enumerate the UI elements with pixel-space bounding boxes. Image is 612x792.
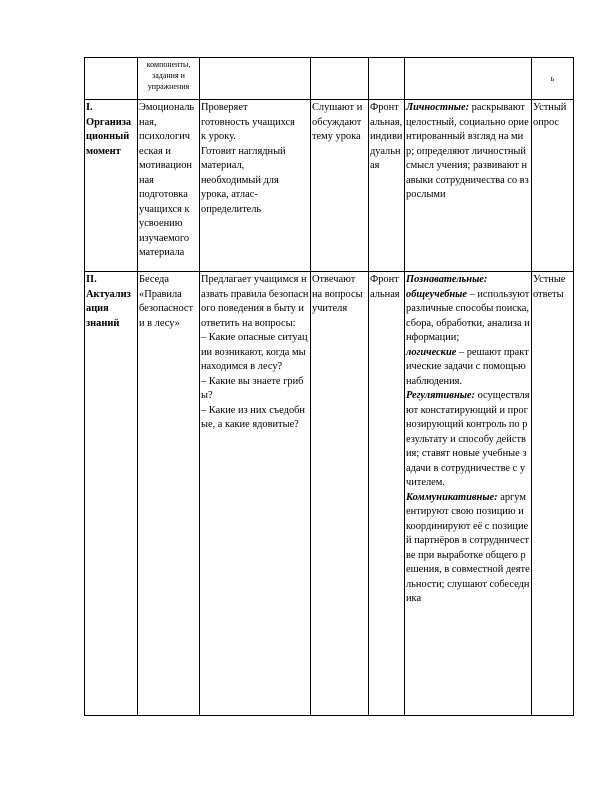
header-cell-form (369, 58, 405, 100)
table-row (85, 272, 574, 716)
control-cell: Устные ответы (532, 272, 574, 716)
content-cell: Эмоциональ ная, психологич еская и мотивацион ная подготовка учащихся к усвоению изучаемого материала (138, 100, 200, 272)
uud-cell: Личностные: раскрывают целостный, социально ориентированный взгляд на мир; определяют личностный смысл учения; развивают навыки сотрудничества со взрослыми (405, 100, 532, 272)
lesson-plan-table (84, 57, 574, 716)
header-cell-teacher (200, 58, 311, 100)
table-row (85, 100, 574, 272)
header-cell-control: ь (532, 58, 574, 100)
header-cell-uud (405, 58, 532, 100)
header-cell-students (311, 58, 369, 100)
students-activity-cell: Отвечают на вопросы учителя (311, 272, 369, 716)
students-activity-cell: Слушают и обсуждают тему урока (311, 100, 369, 272)
header-cell-stage (85, 58, 138, 100)
content-cell: Беседа «Правила безопасност и в лесу» (138, 272, 200, 716)
control-cell: Устный опрос (532, 100, 574, 272)
teacher-activity-cell: Проверяет готовность учащихся к уроку. Готовит наглядный материал, необходимый для урока, атлас- определитель (200, 100, 311, 272)
teacher-activity-cell: Предлагает учащимся назвать правила безопасного поведения в быту и ответить на вопросы: – Какие опасные ситуации возникают, когда мы находимся в лесу? – Какие вы знаете грибы? – Какие из них съедобные, а какие ядовитые? (200, 272, 311, 716)
stage-cell: II. Актуализ ация знаний (85, 272, 138, 716)
stage-cell: I. Организа ционный момент (85, 100, 138, 272)
table-header-row (85, 58, 574, 100)
form-of-work-cell: Фронт альная (369, 272, 405, 716)
uud-cell: Познавательные: общеучебные – используют различные способы поиска, сбора, обработки, анализа информации; логические – решают практические задачи с помощью наблюдения. Регулятивные: осуществляют констатирующий и прогнозирующий контроль по результату и способу действия; ставят новые учебные задачи в сотрудничестве с учителем. Коммуникативные: аргументируют свою позицию и координируют её с позицией партнёров в сотрудничестве при выработке общего решения, в совместной деятельности; слушают собеседника (405, 272, 532, 716)
header-cell-content: компоненты, задания и упражнения (138, 58, 200, 100)
form-of-work-cell: Фронт альная, индиви дуальн ая (369, 100, 405, 272)
